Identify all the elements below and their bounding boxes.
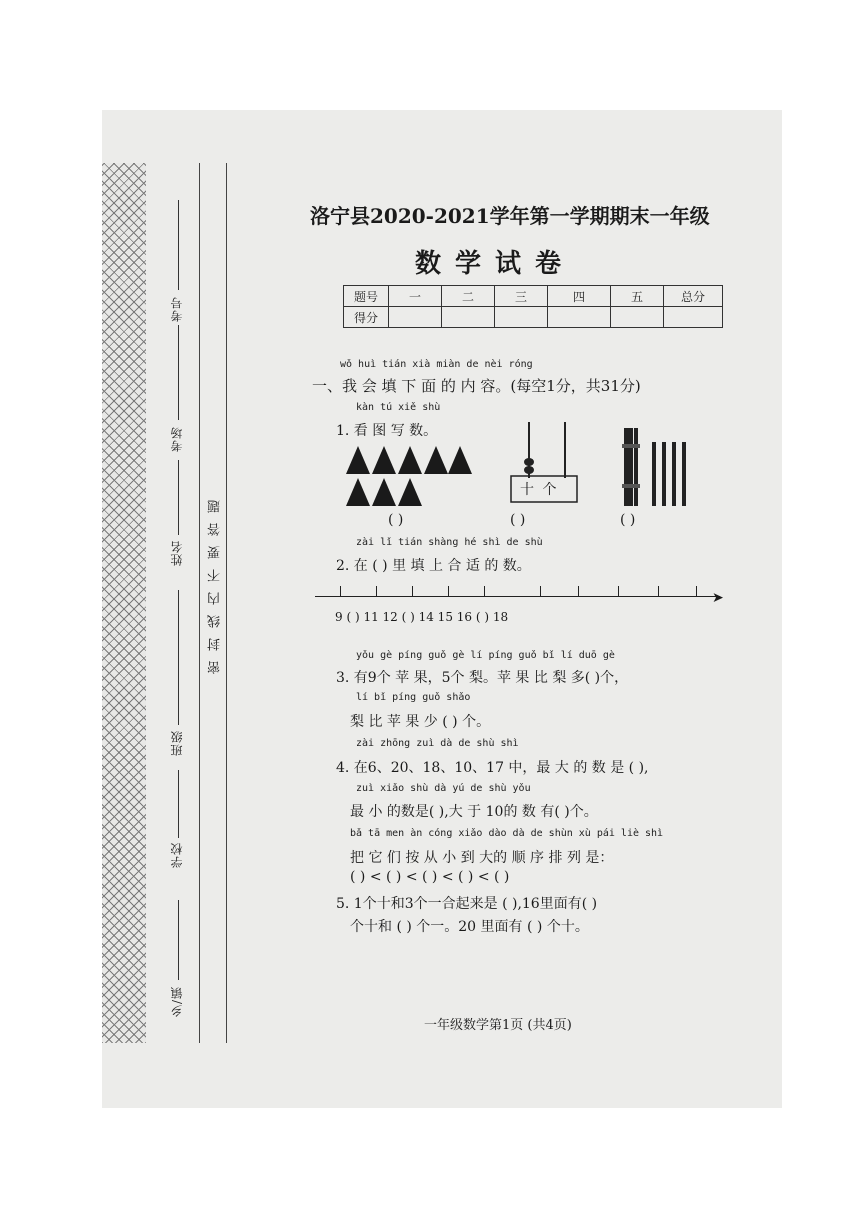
number-line-labels[interactable]: 9 ( ) 11 12 ( ) 14 15 16 ( ) 18 — [335, 610, 509, 624]
triangle-shape — [346, 446, 370, 474]
page-title: 洛宁县2020-2021学年第一学期期末一年级 — [310, 204, 710, 228]
q3-pinyin-2: lí bǐ píng guǒ shǎo — [356, 692, 471, 703]
number-line-tick — [578, 586, 579, 596]
q5-line-1[interactable]: 5. 1个十和3个一合起来是 ( ),16里面有( ) — [336, 896, 598, 912]
triangle-shape — [424, 446, 448, 474]
number-line — [315, 596, 720, 597]
q1-answer-blank-abacus[interactable]: ( ) — [510, 512, 526, 528]
q2-pinyin: zài lǐ tián shàng hé shì de shù — [356, 537, 543, 548]
score-input-cell[interactable] — [442, 307, 495, 328]
name-blank — [178, 460, 180, 535]
score-input-cell[interactable] — [548, 307, 611, 328]
q5-line-2[interactable]: 个十和 ( ) 个一。20 里面有 ( ) 个十。 — [350, 919, 589, 935]
q4-pinyin-2: zuì xiǎo shù dà yú de shù yǒu — [356, 783, 531, 794]
q3-line-2[interactable]: 梨 比 苹 果 少 ( ) 个。 — [350, 714, 491, 730]
q4-pinyin-3: bǎ tā men àn cóng xiǎo dào dà de shùn xù pái liè shì — [350, 828, 664, 839]
q1-answer-blank-sticks[interactable]: ( ) — [620, 512, 636, 528]
score-cell: 一 — [389, 286, 442, 307]
score-cell: 题号 — [344, 286, 389, 307]
binding-line-2 — [226, 163, 227, 1043]
triangle-shape — [448, 446, 472, 474]
number-line-tick — [658, 586, 659, 596]
binding-line-1 — [199, 163, 200, 1043]
score-input-cell[interactable] — [495, 307, 548, 328]
triangle-shape — [372, 446, 396, 474]
q1-answer-blank-triangles[interactable]: ( ) — [388, 512, 404, 528]
triangle-shape — [398, 446, 422, 474]
seal-line-warning: 密封线内不要答题 — [208, 490, 223, 674]
number-line-tick — [696, 586, 697, 596]
abacus-labels: 十 个 — [520, 482, 559, 498]
number-line-tick — [484, 586, 485, 596]
q4-line-2[interactable]: 最 小 的数是( ),大 于 10的 数 有( )个。 — [350, 804, 598, 820]
q4-line-3: 把 它 们 按 从 小 到 大的 顺 序 排 列 是： — [350, 850, 614, 866]
score-cell: 得分 — [344, 307, 389, 328]
exam-number-blank — [178, 200, 180, 290]
school-blank — [178, 770, 180, 838]
number-line-tick — [340, 586, 341, 596]
triangle-shape — [372, 478, 396, 506]
q3-line-1[interactable]: 3. 有9个 苹 果，5个 梨。苹 果 比 梨 多( )个， — [336, 670, 629, 686]
page-subtitle: 数学试卷 — [415, 249, 576, 279]
number-line-tick — [540, 586, 541, 596]
number-line-tick — [448, 586, 449, 596]
score-input-cell[interactable] — [664, 307, 723, 328]
stick-bundle-illustration — [620, 424, 695, 509]
exam-room-label: 考场 — [170, 426, 184, 452]
score-table-header-row — [344, 286, 723, 307]
q4-line-1[interactable]: 4. 在6、20、18、10、17 中，最 大 的 数 是 ( ), — [336, 760, 649, 776]
score-cell: 四 — [548, 286, 611, 307]
score-input-cell[interactable] — [611, 307, 664, 328]
q1-text: 1. 看 图 写 数。 — [336, 423, 438, 439]
q4-pinyin-1: zài zhōng zuì dà de shù shì — [356, 738, 519, 749]
q1-pinyin: kàn tú xiě shù — [356, 402, 441, 413]
number-line-arrow-icon: ➤ — [712, 590, 724, 606]
score-table — [343, 285, 723, 328]
score-cell: 三 — [495, 286, 548, 307]
exam-room-blank — [178, 325, 180, 420]
q3-pinyin-1: yǒu gè píng guǒ gè lí píng guǒ bǐ lí duō gè — [356, 650, 615, 661]
number-line-tick — [618, 586, 619, 596]
triangle-shape — [346, 478, 370, 506]
q2-text: 2. 在 ( ) 里 填 上 合 适 的 数。 — [336, 558, 531, 574]
town-blank — [178, 900, 180, 980]
score-input-cell[interactable] — [389, 307, 442, 328]
school-label: 学校 — [170, 842, 184, 868]
page-footer: 一年级数学第1页 (共4页) — [424, 1018, 572, 1033]
score-cell: 二 — [442, 286, 495, 307]
exam-number-label: 考号 — [170, 296, 184, 322]
score-cell: 总分 — [664, 286, 723, 307]
triangle-shape — [398, 478, 422, 506]
number-line-tick — [412, 586, 413, 596]
class-label: 班级 — [170, 730, 184, 756]
section1-pinyin: wǒ huì tián xià miàn de nèi róng — [340, 359, 533, 370]
q4-ordering-blanks[interactable]: ( ) < ( ) < ( ) < ( ) < ( ) — [350, 869, 510, 885]
binding-pattern — [102, 163, 146, 1043]
score-cell: 五 — [611, 286, 664, 307]
name-label: 姓名 — [170, 540, 184, 566]
score-table-score-row — [344, 307, 723, 328]
town-label: 乡/镇 — [170, 986, 184, 1018]
class-blank — [178, 590, 180, 725]
number-line-tick — [376, 586, 377, 596]
section1-heading: 一、我 会 填 下 面 的 内 容。(每空1分，共31分) — [312, 377, 641, 395]
